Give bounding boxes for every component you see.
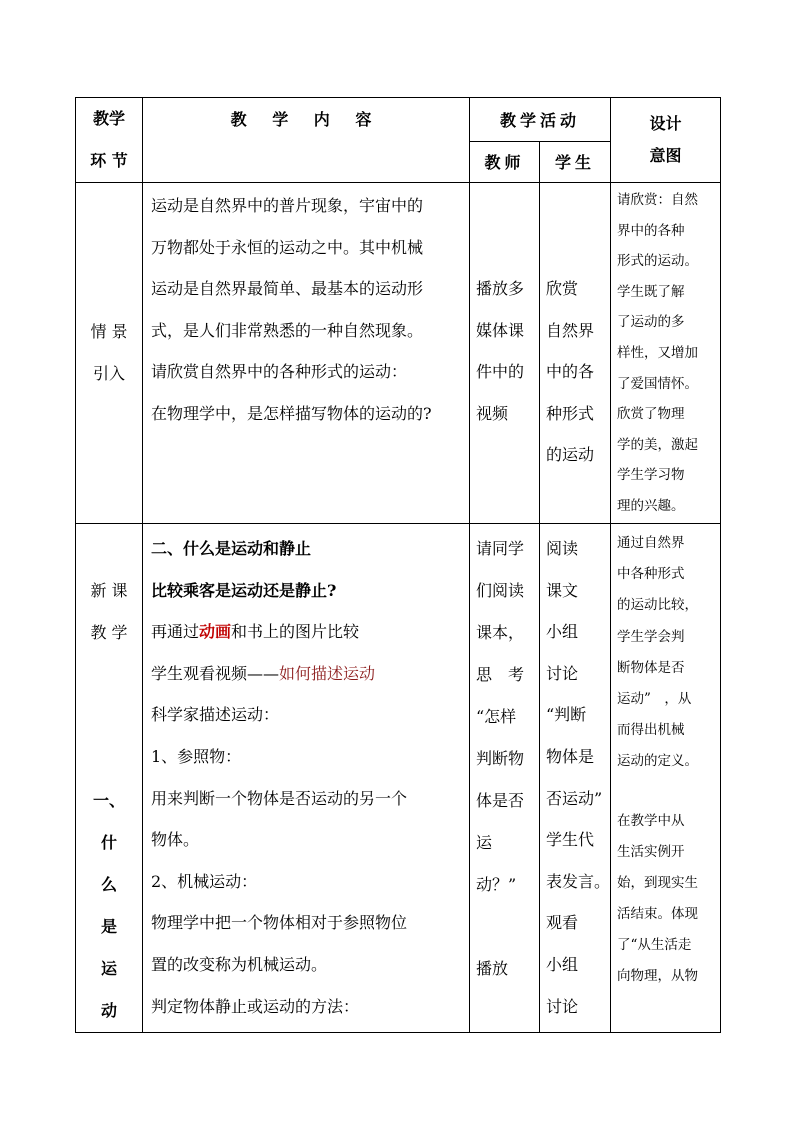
teacher-line: 动？” <box>476 875 517 894</box>
teacher-line <box>476 906 539 948</box>
stage-line: 新 课 <box>90 581 128 600</box>
content-line <box>151 653 469 695</box>
header-stage-line1: 教学 <box>92 109 125 128</box>
content-text: 和书上的图片比较 <box>231 622 360 642</box>
content-line <box>151 611 469 653</box>
content-line: 1、参照物： <box>151 746 242 766</box>
student-line: 欣赏 <box>546 279 579 298</box>
student-line: 讨论 <box>546 663 579 683</box>
student-line: 种形式 <box>546 403 595 423</box>
teacher-line: 播放多 <box>476 279 525 298</box>
animation-highlight: 动画 <box>199 622 232 642</box>
teacher-line: 们阅读 <box>476 581 525 600</box>
content-line: 科学家描述运动： <box>151 705 280 725</box>
teacher-line: 运 <box>476 833 493 852</box>
student-line: 阅读 <box>546 539 579 558</box>
content-line: 万物都处于永恒的运动之中。其中机械 <box>151 237 424 257</box>
header-stage <box>76 98 143 183</box>
teacher-line: 思 考 <box>476 665 525 684</box>
content-line: 判定物体静止或运动的方法： <box>151 996 360 1016</box>
teacher-situation <box>470 183 540 524</box>
stage-line <box>76 528 142 570</box>
design-line: 断物体是否 <box>617 659 685 676</box>
design-line: 在教学中从 <box>617 812 685 829</box>
teacher-line: 播放 <box>476 959 509 978</box>
stage-line <box>76 654 142 696</box>
content-line: 物体。 <box>151 830 200 850</box>
content-line: 置的改变称为机械运动。 <box>151 954 328 974</box>
header-teacher: 教师 <box>470 141 540 182</box>
student-line: 学生代 <box>546 830 595 850</box>
content-line: 式，是人们非常熟悉的一种自然现象。 <box>151 320 424 340</box>
design-line: 请欣赏：自然 <box>617 192 699 208</box>
content-text: 学生观看视频—— <box>151 663 280 683</box>
content-line: 请欣赏自然界中的各种形式的运动： <box>151 362 408 382</box>
teacher-line: 媒体课 <box>476 320 525 340</box>
design-line: 活结束。体现 <box>617 906 699 923</box>
teacher-line: 课本， <box>476 623 525 642</box>
header-student: 学生 <box>540 141 611 182</box>
content-new-lesson <box>143 524 470 1033</box>
design-line: 运动的定义。 <box>617 753 699 770</box>
student-line: 小组 <box>546 622 579 642</box>
stage-line: 什 <box>100 833 117 852</box>
lesson-plan-table <box>75 97 721 1033</box>
design-new-lesson <box>611 524 721 1033</box>
content-line: 运动是自然界最简单、最基本的运动形 <box>151 279 424 299</box>
content-line: 在物理学中，是怎样描写物体的运动的? <box>151 403 432 423</box>
design-line: 形式的运动。 <box>617 253 699 270</box>
design-situation <box>611 183 721 524</box>
stage-situation <box>76 183 143 524</box>
design-line: 学生学习物 <box>617 467 685 484</box>
design-line: 欣赏了物理 <box>617 406 685 423</box>
header-stage-line2: 环 节 <box>90 151 128 170</box>
stage-line: 一、 <box>92 791 125 810</box>
content-line: 运动是自然界中的普片现象，宇宙中的 <box>151 196 424 215</box>
design-line: 生活实例开 <box>617 843 685 860</box>
design-line: 样性，又增加 <box>617 344 699 361</box>
student-line: 表发言。 <box>546 871 611 891</box>
design-line: 通过自然界 <box>617 535 685 551</box>
student-line: 自然界 <box>546 320 595 340</box>
teacher-line: 视频 <box>476 403 509 423</box>
design-line: 界中的各种 <box>617 222 685 239</box>
stage-line: 动 <box>100 1001 117 1020</box>
teacher-line: 判断物 <box>476 749 525 768</box>
stage-line: 教 学 <box>90 623 128 642</box>
content-line: 二、什么是运动和静止 <box>151 539 312 558</box>
teacher-line: 体是否 <box>476 791 525 810</box>
design-line: 了“从生活走 <box>617 937 692 954</box>
student-line: 小组 <box>546 954 579 974</box>
student-situation <box>540 183 611 524</box>
student-new-lesson <box>540 524 611 1033</box>
design-line: 的运动比较， <box>617 597 699 614</box>
content-line: 比较乘客是运动还是静止? <box>151 580 337 600</box>
design-line: 学生既了解 <box>617 283 685 300</box>
header-design <box>611 98 721 183</box>
student-line: 讨论 <box>546 996 579 1016</box>
header-content: 教 学 内 容 <box>143 98 470 183</box>
content-line: 用来判断一个物体是否运动的另一个 <box>151 788 408 808</box>
student-line: 课文 <box>546 580 579 600</box>
content-text: 再通过 <box>151 622 200 642</box>
design-line: 向物理，从物 <box>617 968 699 985</box>
design-line: 学的美，激起 <box>617 436 699 453</box>
student-line: 的运动 <box>546 445 595 465</box>
row-new-lesson <box>76 524 721 1033</box>
stage-line: 是 <box>100 917 117 936</box>
design-line: 始，到现实生 <box>617 874 699 891</box>
video-title-highlight: 如何描述运动 <box>279 663 376 683</box>
stage-line: 情 景 <box>90 322 128 341</box>
content-situation <box>143 183 470 524</box>
content-line: 物理学中把一个物体相对于参照物位 <box>151 913 408 933</box>
student-line: 否运动” <box>546 788 603 808</box>
stage-line: 么 <box>100 875 117 894</box>
stage-line <box>76 738 142 780</box>
stage-line <box>76 696 142 738</box>
header-design-line2: 意图 <box>649 146 682 165</box>
student-line: 观看 <box>546 913 579 933</box>
design-line: 而得出机械 <box>617 722 685 739</box>
stage-line: 引入 <box>92 364 125 383</box>
design-line: 中各种形式 <box>617 566 685 583</box>
design-line: 学生学会判 <box>617 628 685 645</box>
design-gap <box>617 778 716 806</box>
stage-new-lesson <box>76 524 143 1033</box>
header-design-line1: 设计 <box>649 114 682 133</box>
row-situation-intro <box>76 183 721 524</box>
content-line: 2、机械运动： <box>151 871 258 891</box>
teacher-line: 件中的 <box>476 362 525 382</box>
design-line: 了爱国情怀。 <box>617 375 699 392</box>
stage-line: 运 <box>100 959 117 978</box>
design-line: 了运动的多 <box>617 314 685 331</box>
header-activity: 教学活动 <box>470 98 611 142</box>
design-line: 理的兴趣。 <box>617 497 685 514</box>
teacher-new-lesson <box>470 524 540 1033</box>
student-line: “判断 <box>546 705 587 725</box>
teacher-line: “怎样 <box>476 707 517 726</box>
student-line: 中的各 <box>546 362 595 382</box>
student-line: 物体是 <box>546 746 595 766</box>
design-line: 运动” ，从 <box>617 690 692 707</box>
teacher-line: 请同学 <box>476 539 525 558</box>
